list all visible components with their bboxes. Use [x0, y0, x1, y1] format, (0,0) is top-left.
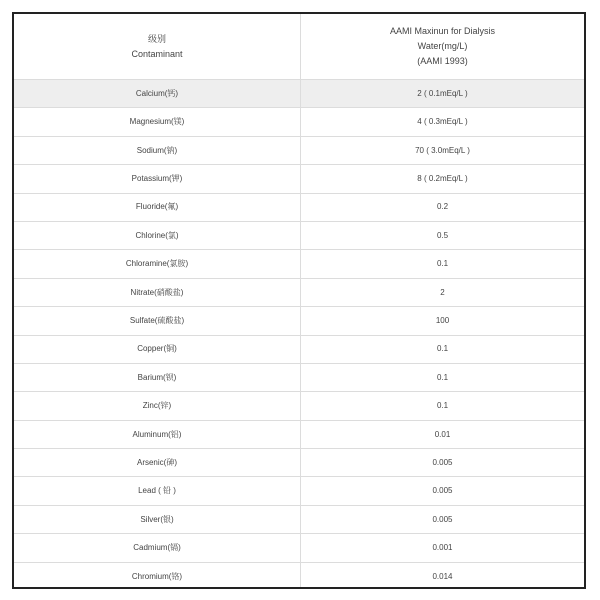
table-row: [14, 335, 584, 363]
row-value: 0.1: [301, 363, 585, 391]
contaminant-table: [14, 14, 584, 589]
row-contaminant: Calcium(钙): [14, 80, 301, 108]
header-contaminant: [14, 14, 301, 80]
table-row: [14, 307, 584, 335]
table-row: [14, 477, 584, 505]
row-contaminant: Sulfate(硫酸盐): [14, 307, 301, 335]
row-value: 2 ( 0.1mEq/L ): [301, 80, 585, 108]
table-row: [14, 505, 584, 533]
table-row: [14, 165, 584, 193]
table-row: [14, 392, 584, 420]
row-value: 0.001: [301, 534, 585, 562]
header-limit-line2: Water(mg/L): [417, 41, 468, 51]
row-value: 70 ( 3.0mEq/L ): [301, 136, 585, 164]
row-value: 0.1: [301, 250, 585, 278]
table-row: [14, 449, 584, 477]
table-row: [14, 80, 584, 108]
row-value: 0.1: [301, 335, 585, 363]
header-aami-limit: [301, 14, 585, 80]
header-contaminant-zh: 级别: [147, 33, 166, 44]
row-value: 2: [301, 278, 585, 306]
row-value: 0.005: [301, 477, 585, 505]
table-row: [14, 136, 584, 164]
row-contaminant: Potassium(钾): [14, 165, 301, 193]
row-value: 0.005: [301, 449, 585, 477]
row-contaminant: Nitrate(硝酸盐): [14, 278, 301, 306]
row-value: 8 ( 0.2mEq/L ): [301, 165, 585, 193]
table-row: [14, 193, 584, 221]
row-contaminant: Lead ( 铅 ): [14, 477, 301, 505]
table-row: [14, 108, 584, 136]
row-contaminant: Chloramine(氯胺): [14, 250, 301, 278]
row-value: 0.5: [301, 221, 585, 249]
row-contaminant: Silver(银): [14, 505, 301, 533]
row-value: 0.2: [301, 193, 585, 221]
row-contaminant: Barium(钡): [14, 363, 301, 391]
table-row: [14, 534, 584, 562]
table-frame: [12, 12, 586, 589]
table-row: [14, 278, 584, 306]
row-contaminant: Sodium(钠): [14, 136, 301, 164]
row-contaminant: Chromium(铬): [14, 562, 301, 589]
row-value: 4 ( 0.3mEq/L ): [301, 108, 585, 136]
row-value: 0.014: [432, 571, 453, 581]
row-contaminant: Cadmium(镉): [14, 534, 301, 562]
row-contaminant: Arsenic(砷): [14, 449, 301, 477]
row-contaminant: Magnesium(镁): [14, 108, 301, 136]
header-contaminant-en: Contaminant: [131, 48, 183, 59]
table-row: [14, 562, 584, 589]
row-value: 100: [301, 307, 585, 335]
row-contaminant: Aluminum(铝): [14, 420, 301, 448]
row-contaminant: Zinc(锌): [14, 392, 301, 420]
row-value: 0.1: [301, 392, 585, 420]
header-limit-line3: (AAMI 1993): [417, 56, 468, 66]
row-contaminant: Copper(铜): [14, 335, 301, 363]
row-value: 0.005: [301, 505, 585, 533]
row-contaminant: Chlorine(氯): [14, 221, 301, 249]
table-row: [14, 420, 584, 448]
row-contaminant: Fluoride(氟): [14, 193, 301, 221]
row-value: 0.01: [301, 420, 585, 448]
table-row: [14, 363, 584, 391]
table-header-row: [14, 14, 584, 80]
table-row: [14, 250, 584, 278]
table-row: [14, 221, 584, 249]
header-limit-line1: AAMI Maxinun for Dialysis: [389, 26, 496, 36]
